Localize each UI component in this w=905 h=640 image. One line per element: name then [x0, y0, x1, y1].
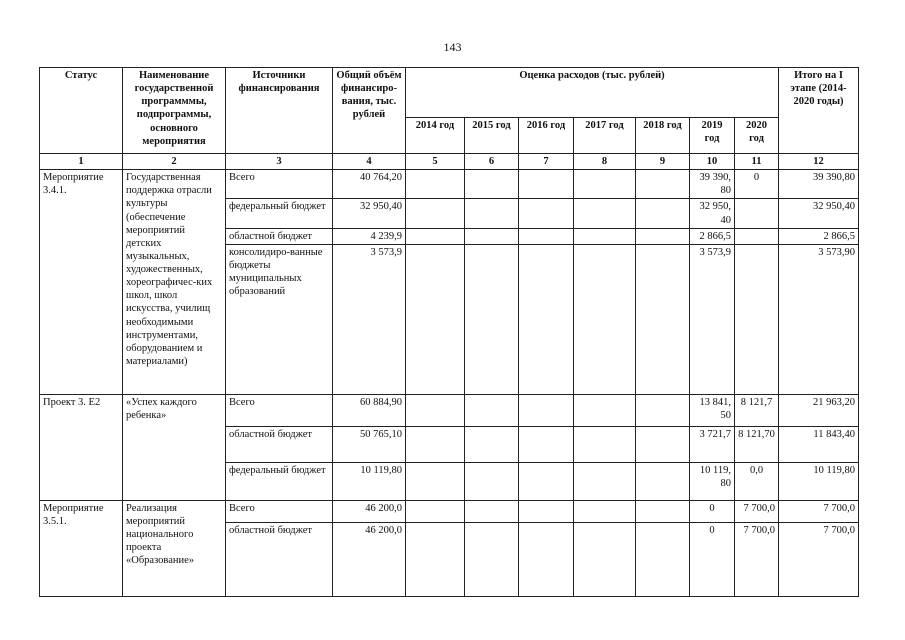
row-2019: 13 841, 50 [690, 394, 735, 426]
row-source: областной бюджет [226, 522, 333, 596]
column-number: 5 [406, 154, 465, 170]
header-row [40, 68, 859, 118]
row-source: федеральный бюджет [226, 199, 333, 228]
row-source: консолидиро-ванные бюджеты муниципальных образований [226, 244, 333, 394]
row-total: 46 200,0 [333, 500, 406, 522]
row-2020 [735, 199, 779, 228]
row-total: 60 884,90 [333, 394, 406, 426]
row-2019: 10 119, 80 [690, 462, 735, 500]
header-name: Наименование государственной программмы, подпрограммы, основного мероприятия [123, 68, 226, 154]
row-total: 3 573,9 [333, 244, 406, 394]
row-total: 40 764,20 [333, 170, 406, 199]
header-status: Статус [40, 68, 123, 154]
row-summary: 21 963,20 [779, 394, 859, 426]
header-year: 2017 год [574, 118, 636, 154]
row-2019: 39 390, 80 [690, 170, 735, 199]
row-source: Всего [226, 170, 333, 199]
table-row [40, 394, 859, 426]
row-2019: 0 [690, 500, 735, 522]
column-number: 9 [636, 154, 690, 170]
row-summary: 10 119,80 [779, 462, 859, 500]
row-2019: 0 [690, 522, 735, 596]
row-2020 [735, 228, 779, 244]
row-2020: 8 121,70 [735, 426, 779, 462]
header-year: 2014 год [406, 118, 465, 154]
row-source: Всего [226, 394, 333, 426]
row-name: «Успех каждого ребенка» [123, 394, 226, 500]
row-name: Государственная поддержка отрасли культуры (обеспечение мероприятий детских музыкальных, художественных, хореографичес-ких школ, школ искусства, училищ необходимыми инструментами, оборудованием и материалами) [123, 170, 226, 395]
row-total: 32 950,40 [333, 199, 406, 228]
row-summary: 11 843,40 [779, 426, 859, 462]
column-number: 7 [519, 154, 574, 170]
row-summary: 7 700,0 [779, 500, 859, 522]
header-year: 2018 год [636, 118, 690, 154]
row-2020: 0,0 [735, 462, 779, 500]
row-2020: 8 121,7 [735, 394, 779, 426]
column-number-row [40, 154, 859, 170]
row-2020: 7 700,0 [735, 522, 779, 596]
row-total: 4 239,9 [333, 228, 406, 244]
row-2020: 7 700,0 [735, 500, 779, 522]
row-total: 50 765,10 [333, 426, 406, 462]
header-year: 2020 год [735, 118, 779, 154]
row-summary: 2 866,5 [779, 228, 859, 244]
column-number: 8 [574, 154, 636, 170]
header-summary: Итого на I этапе (2014-2020 годы) [779, 68, 859, 154]
column-number: 1 [40, 154, 123, 170]
row-total: 46 200,0 [333, 522, 406, 596]
row-source: областной бюджет [226, 426, 333, 462]
header-year: 2016 год [519, 118, 574, 154]
column-number: 4 [333, 154, 406, 170]
row-summary: 3 573,90 [779, 244, 859, 394]
column-number: 12 [779, 154, 859, 170]
budget-table [39, 67, 859, 597]
row-summary: 7 700,0 [779, 522, 859, 596]
header-total: Общий объём финансиро-вания, тыс. рублей [333, 68, 406, 154]
row-2020: 0 [735, 170, 779, 199]
row-2019: 3 721,7 [690, 426, 735, 462]
table-row [40, 500, 859, 522]
row-total: 10 119,80 [333, 462, 406, 500]
row-summary: 39 390,80 [779, 170, 859, 199]
table-row [40, 170, 859, 199]
page-number: 143 [443, 40, 462, 54]
row-2020 [735, 244, 779, 394]
row-2019: 32 950, 40 [690, 199, 735, 228]
header-estimate: Оценка расходов (тыс. рублей) [406, 68, 779, 118]
column-number: 11 [735, 154, 779, 170]
header-year: 2019 год [690, 118, 735, 154]
row-2019: 3 573,9 [690, 244, 735, 394]
header-sources: Источники финансирования [226, 68, 333, 154]
row-source: областной бюджет [226, 228, 333, 244]
row-status: Проект 3. Е2 [40, 394, 123, 500]
row-name: Реализация мероприятий национального проекта «Образование» [123, 500, 226, 596]
column-number: 10 [690, 154, 735, 170]
row-status: Мероприятие 3.4.1. [40, 170, 123, 395]
row-2019: 2 866,5 [690, 228, 735, 244]
column-number: 6 [465, 154, 519, 170]
row-summary: 32 950,40 [779, 199, 859, 228]
row-source: Всего [226, 500, 333, 522]
row-status: Мероприятие 3.5.1. [40, 500, 123, 596]
row-source: федеральный бюджет [226, 462, 333, 500]
header-year: 2015 год [465, 118, 519, 154]
column-number: 3 [226, 154, 333, 170]
column-number: 2 [123, 154, 226, 170]
